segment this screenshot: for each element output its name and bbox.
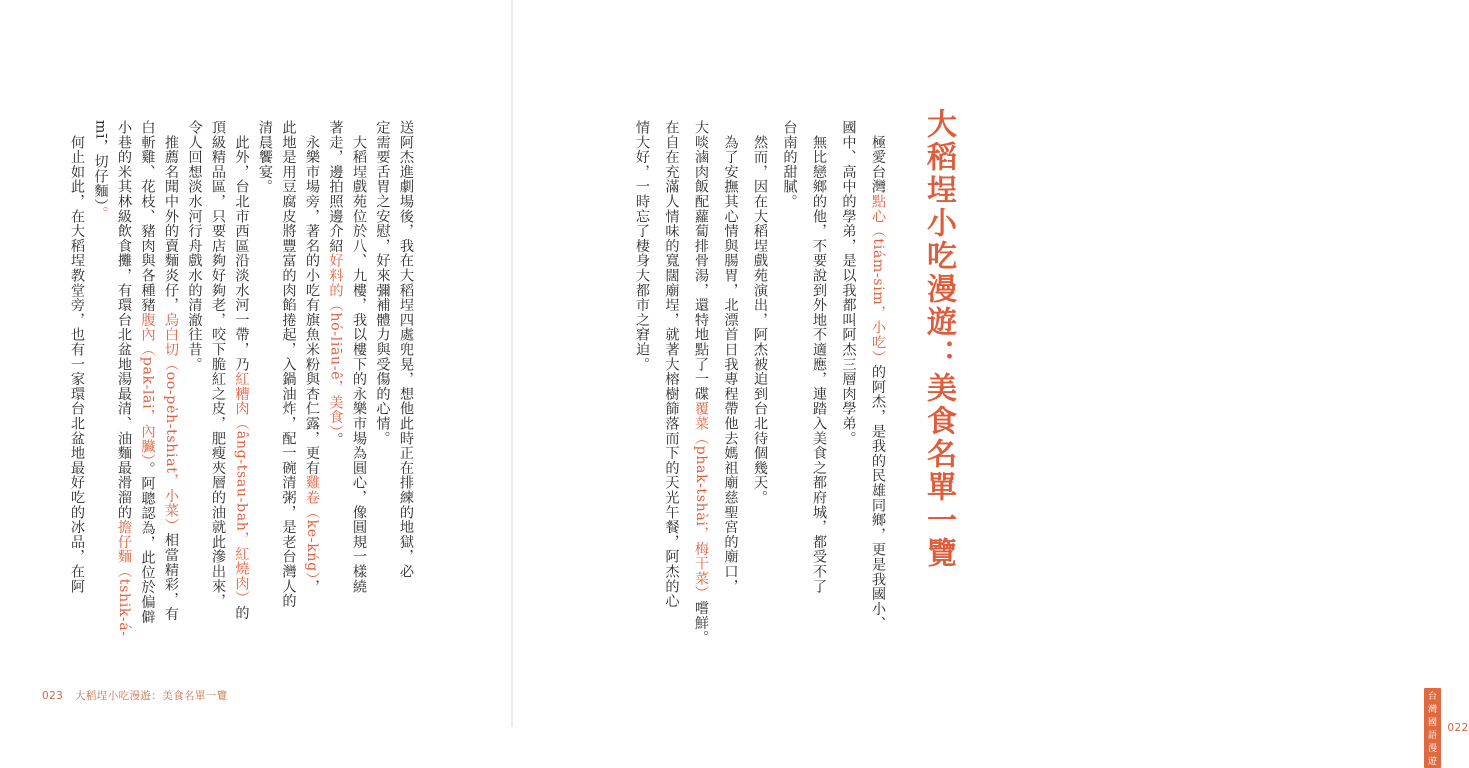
text-run: 的阿杰，是我的民雄同鄉，更是我國小、 <box>870 364 886 632</box>
text-column <box>870 120 886 631</box>
text-run: 極愛台灣 <box>870 120 886 194</box>
text-column <box>398 120 414 579</box>
series-badge: 台灣國語漫遊 <box>1424 688 1441 768</box>
text-run: 永樂市場旁，著名的小吃有旗魚米粉與杏仁露，更有 <box>304 120 320 476</box>
text-run: 定需要舌胃之安慰，好來彌補體力與受傷的心情。 <box>374 120 391 446</box>
text-run: 著走，邊拍照邊介紹 <box>327 120 344 254</box>
text-run: 台南的甜膩。 <box>781 120 798 209</box>
text-column <box>140 120 156 624</box>
highlighted-term: 。 <box>92 206 109 221</box>
page-number: 022 <box>1447 722 1469 734</box>
highlighted-term: 烏白切（oo-pe̍h-tshiat，小菜） <box>163 312 179 533</box>
text-run: 相當精彩，有 <box>163 532 179 622</box>
text-column <box>328 120 344 447</box>
chapter-title: 大稻埕小吃漫遊：美食名單一覽 <box>921 108 956 570</box>
highlighted-term: 好料的（hó-liāu-ê，美食） <box>327 253 344 433</box>
left-page <box>0 0 512 727</box>
highlighted-term: 紅糟肉（âng-tsau-bah，紅燒肉） <box>233 371 250 606</box>
text-column <box>375 120 391 446</box>
text-run: 此地是用豆腐皮將豐富的肉餡捲起，入鍋油炸，配一碗清粥，是老台灣人的 <box>280 120 297 609</box>
text-run: 的 <box>233 605 250 621</box>
text-column <box>664 120 680 608</box>
text-column <box>752 120 768 505</box>
text-run: 然而，因在大稻埕戲苑演出，阿杰被迫到台北待個幾天。 <box>752 120 768 505</box>
text-run: 情大好，一時忘了棲身大都市之窘迫。 <box>634 120 650 372</box>
text-column <box>210 120 226 608</box>
text-column <box>116 120 132 637</box>
text-column <box>304 120 320 594</box>
text-run: 無比戀鄉的他，不要說到外地不適應，連踏入美食之都府城，都受不了 <box>811 120 827 594</box>
text-run: 推薦名聞中外的賣麵炎仔， <box>163 120 179 313</box>
text-run: 嚐鮮。 <box>693 600 709 645</box>
text-run: 大啖滷肉飯配蘿蔔排骨湯，還特地點了一碟 <box>693 120 709 402</box>
text-run: 小巷的米其林級飲食攤，有環台北盆地湯最清、油麵最滑溜的 <box>116 120 132 520</box>
text-run: 送阿杰進劇場後，我在大稻埕四處兜晃，想他此時正在排練的地獄，必 <box>398 120 414 579</box>
highlighted-term: 覆菜（phak-tshài，梅干菜） <box>693 401 709 601</box>
text-column <box>257 120 273 194</box>
text-run: ， <box>304 579 320 595</box>
text-column <box>187 120 203 372</box>
highlighted-term: 雞卷（ke-kńg） <box>304 475 320 580</box>
text-column <box>163 120 179 622</box>
text-column <box>351 120 367 594</box>
text-run: 國中、高中的學弟，是以我都叫阿杰三層肉學弟。 <box>840 120 857 446</box>
text-column <box>234 120 250 620</box>
text-column <box>841 120 857 446</box>
highlighted-term: 擔仔麵（tshik-á- <box>116 519 132 637</box>
highlighted-term: 腹內（pak-lāi，內臟） <box>139 312 156 462</box>
text-run: 在自在充滿人情味的寬闊廟埕，就著大榕樹篩落而下的天光午餐，阿杰的心 <box>663 120 680 609</box>
text-run: 大稻埕戲苑位於八、九樓，我以樓下的永樂市場為圓心，像圓規一樣繞 <box>351 120 367 594</box>
text-run: 白斬雞、花枝、豬肉與各種豬 <box>139 120 156 313</box>
running-head: 大稻埕小吃漫遊：美食名單一覽 <box>75 690 228 702</box>
text-run: 令人回想淡水河行舟戲水的清澈往昔。 <box>186 120 203 372</box>
left-page-footer <box>42 688 228 703</box>
text-column <box>723 120 739 594</box>
text-run: 何止如此，在大稻埕教堂旁，也有一家環台北盆地最好吃的冰品，在阿 <box>69 120 85 594</box>
text-run: 此外，台北市西區沿淡水河一帶，乃 <box>233 120 250 372</box>
text-run: 。阿聰認為，此位於偏僻 <box>139 461 156 625</box>
text-column <box>634 120 650 372</box>
text-run: 。 <box>327 432 344 448</box>
text-column <box>93 120 109 221</box>
right-page-footer <box>1424 688 1469 768</box>
text-run: mī，切仔麵） <box>92 120 109 207</box>
highlighted-term: 點心（tiám-sim，小吃） <box>870 194 886 365</box>
text-column <box>782 120 798 209</box>
text-column <box>281 120 297 608</box>
text-run: 為了安撫其心情與腸胃，北漂首日我專程帶他去媽祖廟慈聖宮的廟口， <box>722 120 739 594</box>
text-column <box>811 120 827 594</box>
text-run: 頂級精品區，只要店夠好夠老，咬下脆紅之皮，肥瘦夾層的油就此滲出來， <box>210 120 226 609</box>
page-number: 023 <box>42 690 64 702</box>
text-column <box>693 120 709 645</box>
text-column <box>69 120 85 594</box>
text-run: 清晨饗宴。 <box>257 120 273 194</box>
